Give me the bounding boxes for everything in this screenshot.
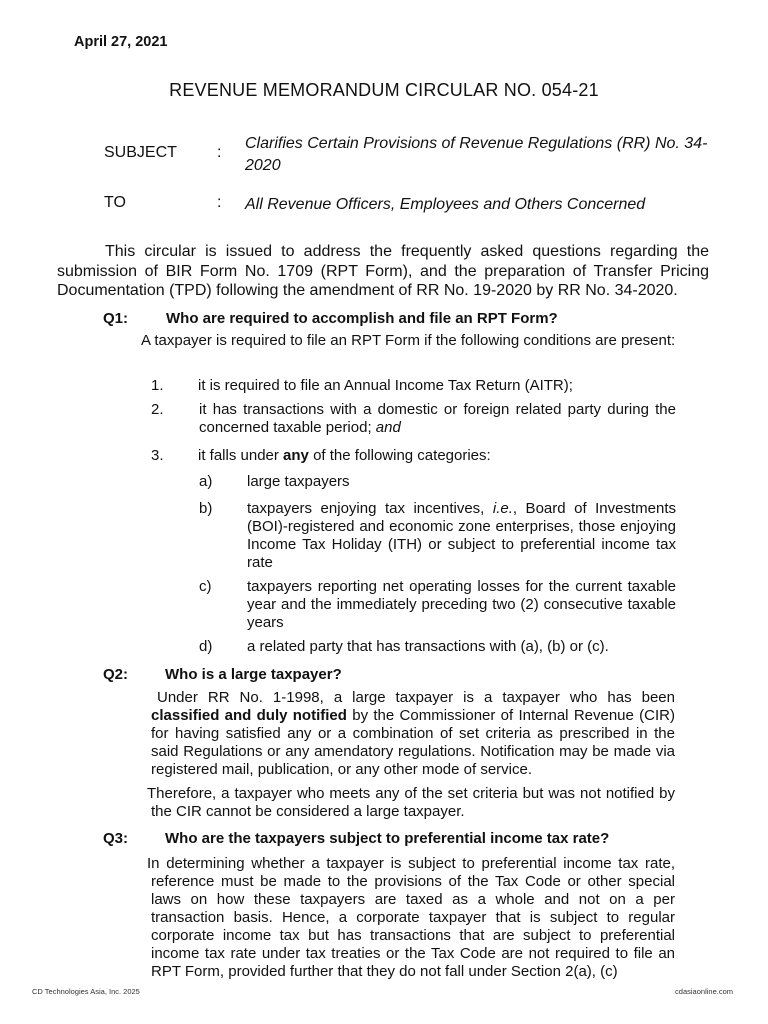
list-text-part: it has transactions with a domestic or foreign related party during the concerned taxable period; (199, 401, 676, 436)
q2-paragraph-2: Therefore, a taxpayer who meets any of the set criteria but was not notified by the CIR cannot be considered a large taxpayer. (147, 785, 675, 820)
list-number: 3. (151, 447, 164, 464)
list-item (151, 401, 676, 441)
q2-paragraph-1 (151, 689, 675, 779)
q3-paragraph-1: In determining whether a taxpayer is subject to preferential income tax rate, reference must be made to the provisions of the Tax Code or other special laws on how these taxpayers are taxed as a whole and not on a per transaction basis. Hence, a corporate taxpayer that is subject to regular corporate income tax but has transactions that are subject to preferential income tax rate under tax treaties or the Tax Code are not required to file an RPT Form, provided further that they do not fall under Section 2(a), (c) (147, 855, 675, 980)
to-text: All Revenue Officers, Employees and Others Concerned (245, 196, 646, 213)
q2-text-bold: classified and duly notified (151, 707, 347, 724)
sub-list-text-part: , Board of Investments (BOI)-registered and economic zone enterprises, those enjoying Income Tax Holiday (ITH) or subject to preferential income tax rate (247, 500, 676, 571)
list-item (151, 447, 676, 467)
sub-list-item (199, 500, 676, 575)
question-q1 (103, 310, 703, 330)
list-number: 1. (151, 377, 164, 394)
list-text-bold: any (283, 447, 309, 464)
sub-list-text: a related party that has transactions with (a), (b) or (c). (247, 638, 609, 655)
sub-list-text (247, 500, 676, 572)
q2-text-part: Under RR No. 1-1998, a large taxpayer is a taxpayer who has been (157, 689, 675, 706)
question-number: Q2: (103, 666, 129, 683)
subject-colon: : (217, 144, 222, 161)
question-q3 (103, 830, 703, 850)
list-text-part: of the following categories: (308, 447, 491, 464)
footer-right: cdasiaonline.com (675, 987, 733, 996)
sub-list-letter: a) (199, 473, 213, 490)
list-item (151, 377, 676, 397)
list-text: it is required to file an Annual Income Tax Return (AITR); (198, 377, 573, 394)
list-text (199, 401, 676, 437)
question-number: Q1: (103, 310, 129, 327)
question-q2 (103, 666, 703, 686)
list-text-part: it falls under (198, 447, 284, 464)
subject-label: SUBJECT (104, 144, 177, 161)
question-text: Who are required to accomplish and file an RPT Form? (166, 310, 558, 327)
sub-list-item (199, 638, 676, 658)
sub-list-text-emphasis: i.e. (492, 500, 513, 517)
to-label: TO (104, 194, 126, 211)
sub-list-letter: c) (199, 578, 212, 595)
question-text: Who is a large taxpayer? (165, 666, 342, 683)
document-date: April 27, 2021 (74, 34, 168, 50)
subject-text: Clarifies Certain Provisions of Revenue Regulations (RR) No. 34-2020 (245, 135, 708, 174)
document-title: REVENUE MEMORANDUM CIRCULAR NO. 054-21 (169, 80, 599, 100)
footer-left: CD Technologies Asia, Inc. 2025 (32, 987, 140, 996)
sub-list-text: large taxpayers (247, 473, 350, 490)
sub-list-item (199, 473, 676, 493)
intro-paragraph: This circular is issued to address the frequently asked questions regarding the submission of BIR Form No. 1709 (RPT Form), and the preparation of Transfer Pricing Documentation (TPD) following the amendment of RR No. 19-2020 by RR No. 34-2020. (57, 243, 709, 299)
sub-list-letter: d) (199, 638, 213, 655)
sub-list-text-part: taxpayers enjoying tax incentives, (247, 500, 493, 517)
list-text-emphasis: and (375, 419, 401, 436)
list-number: 2. (151, 401, 164, 418)
to-colon: : (217, 194, 222, 211)
q1-answer: A taxpayer is required to file an RPT Form if the following conditions are present: (141, 332, 676, 349)
sub-list-text: taxpayers reporting net operating losses for the current taxable year and the immediately preceding two (2) consecutive taxable years (247, 578, 676, 631)
q2-text-part: by the Commissioner of Internal Revenue (CIR) for having satisfied any or a combination of set criteria as prescribed in the said Regulations or any amendatory regulations. Notification may be made via registered mail, publication, or any other mode of service. (151, 707, 675, 778)
list-text (198, 447, 676, 465)
sub-list-item (199, 578, 676, 634)
sub-list-letter: b) (199, 500, 213, 517)
question-number: Q3: (103, 830, 129, 847)
question-text: Who are the taxpayers subject to preferential income tax rate? (165, 830, 610, 847)
